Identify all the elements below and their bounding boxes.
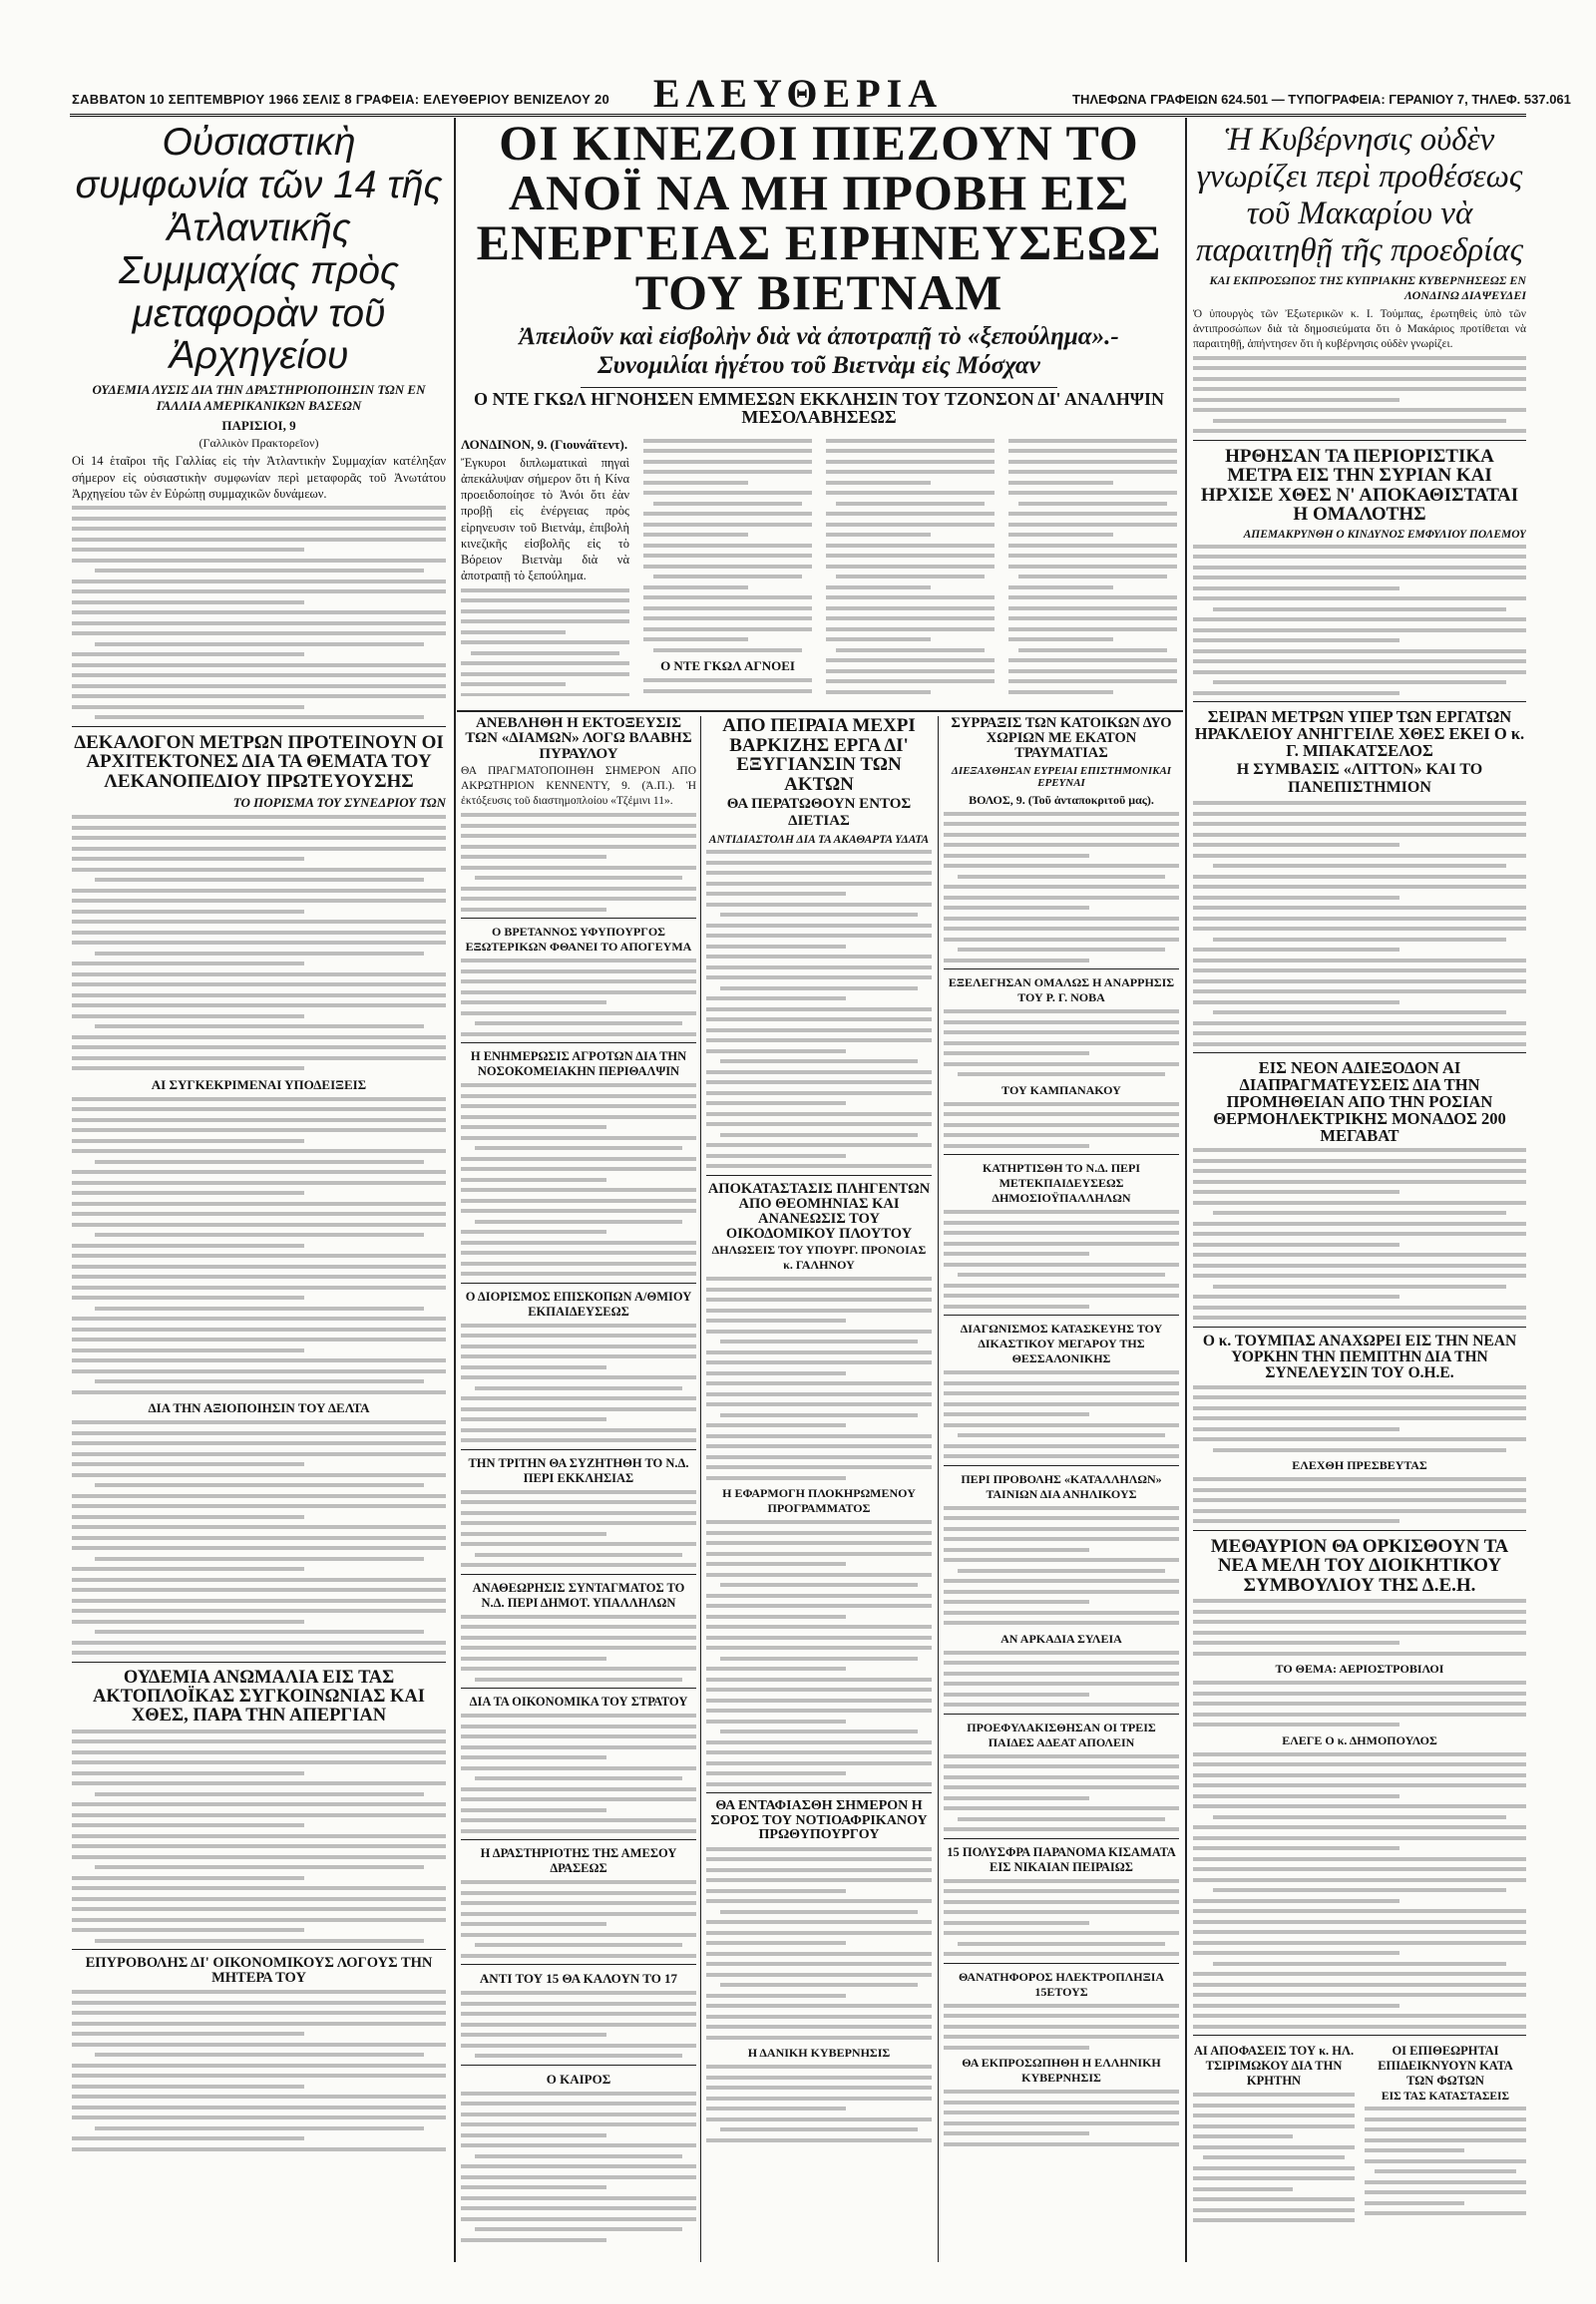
diamond-headline: ΑΝΕΒΛΗΘΗ Η ΕΚΤΟΞΕΥΣΙΣ ΤΩΝ «ΔΙΑΜΩΝ» ΛΟΓΩ ΒΛΑΒΗΣ ΠΥΡΑΥΛΟΥ — [465, 716, 692, 762]
programme-headline: Η ΕΦΑΡΜΟΓΗ ΠΛΟΚΗΡΩΜΕΝΟΥ ΠΡΟΓΡΑΜΜΑΤΟΣ — [722, 1486, 916, 1516]
dei-body-text — [1193, 1599, 1526, 1656]
syria-headline: ΗΡΘΗΣΑΝ ΤΑ ΠΕΡΙΟΡΙΣΤΙΚΑ ΜΕΤΡΑ ΕΙΣ ΤΗΝ ΣΥΡΙΑΝ ΚΑΙ ΗΡΧΙΣΕ ΧΘΕΣ Ν' ΑΠΟΚΑΘΙΣΤΑΤΑΙ Η ΟΜΑΛΟΤΗΣ — [1200, 445, 1519, 526]
dei-headline: ΜΕΘΑΥΡΙΟΝ ΘΑ ΟΡΚΙΣΘΟΥΝ ΤΑ ΝΕΑ ΜΕΛΗ ΤΟΥ ΔΙΟΙΚΗΤΙΚΟΥ ΣΥΜΒΟΥΛΙΟΥ ΤΗΣ Δ.Ε.Η. — [1210, 1535, 1509, 1596]
dei-box-1: ΤΟ ΘΕΜΑ: ΑΕΡΙΟΣΤΡΟΒΙΛΟΙ — [1275, 1662, 1444, 1677]
macarios-body-text — [1193, 356, 1526, 434]
architects-body-text — [72, 815, 446, 1070]
catering-headline: ΚΑΤΗΡΤΙΣΘΗ ΤΟ Ν.Δ. ΠΕΡΙ ΜΕΤΕΚΠΑΙΔΕΥΣΕΩΣ ΔΗΜΟΣΙΟΫΠΑΛΛΗΛΩΝ — [982, 1161, 1141, 1206]
elections-headline: ΕΞΕΛΕΓΗΣΑΝ ΟΜΑΛΩΣ Η ΑΝΑΡΡΗΣΙΣ ΤΟΥ Ρ. Γ. ΝΟΒΑ — [948, 975, 1175, 1005]
nato-source: (Γαλλικὸν Πρακτορεῖον) — [199, 436, 319, 451]
volos-dateline: ΒΟΛΟΣ, 9. (Τοῦ ἀνταποκριτοῦ μας). — [969, 792, 1154, 807]
volos-headline: ΣΥΡΡΑΞΙΣ ΤΩΝ ΚΑΤΟΙΚΩΝ ΔΥΟ ΧΩΡΙΩΝ ΜΕ ΕΚΑΤΟΝ ΤΡΑΥΜΑΤΙΑΣ — [951, 716, 1172, 761]
degaulle-box: Ο ΝΤΕ ΓΚΩΛ ΑΓΝΟΕΙ — [660, 658, 795, 674]
romania-headline: ΕΙΣ ΝΕΟΝ ΑΔΙΕΞΟΔΟΝ ΑΙ ΔΙΑΠΡΑΓΜΑΤΕΥΣΕΙΣ ΔΙΑ ΤΗΝ ΠΡΟΜΗΘΕΙΑΝ ΑΠΟ ΤΗΝ ΡΟΣΙΑΝ ΘΕΡΜΟΗΛΕΚΤΡΙΚΗΣ ΜΟΝΑΔΟΣ 200 ΜΕΓΑΒΑΤ — [1213, 1058, 1506, 1146]
center-rule — [457, 710, 1183, 712]
masthead-date-line: ΣΑΒΒΑΤΟΝ 10 ΣΕΠΤΕΜΒΡΙΟΥ 1966 ΣΕΛΙΣ 8 ΓΡΑΦΕΙΑ: ΕΛΕΥΘΕΡΙΟΥ ΒΕΝΙΖΕΛΟΥ 20 — [72, 92, 610, 107]
shipping-headline: ΟΥΔΕΜΙΑ ΑΝΩΜΑΛΙΑ ΕΙΣ ΤΑΣ ΑΚΤΟΠΛΟΪΚΑΣ ΣΥΓΚΟΙΝΩΝΙΑΣ ΚΑΙ ΧΘΕΣ, ΠΑΡΑ ΤΗΝ ΑΠΕΡΓΙΑΝ — [93, 1667, 425, 1726]
china-headline: ΟΙ ΚΙΝΕΖΟΙ ΠΙΕΖΟΥΝ ΤΟ ΑΝΟΪ ΝΑ ΜΗ ΠΡΟΒΗ ΕΙΣ ΕΝΕΡΓΕΙΑΣ ΕΙΡΗΝΕΥΣΕΩΣ ΤΟΥ ΒΙΕΤΝΑΜ — [476, 118, 1162, 320]
newspaper-title: ΕΛΕΥΘΕΡΙΑ — [652, 71, 944, 116]
municipal-body-text — [461, 1615, 696, 1682]
china-dateline: ΛΟΝΔΙΝΟΝ, 9. (Γιουνάϊτεντ). — [461, 436, 628, 452]
catering-body-text — [944, 1210, 1179, 1309]
volos-sub: ΔΙΕΞΑΧΘΗΣΑΝ ΕΥΡΕΙΑΙ ΕΠΙΣΤΗΜΟΝΙΚΑΙ ΕΡΕΥΝΑΙ — [951, 764, 1172, 789]
kyvernisis-body-text — [706, 2065, 932, 2142]
dei-body-text — [1193, 1681, 1526, 1727]
macarios-subhead: ΚΑΙ ΕΚΠΡΟΣΩΠΟΣ ΤΗΣ ΚΥΠΡΙΑΚΗΣ ΚΥΒΕΡΝΗΣΕΩΣ ΕΝ ΛΟΝΔΙΝΩ ΔΙΑΨΕΥΔΕΙ — [1209, 272, 1526, 302]
column-rule — [938, 716, 939, 2262]
center-lower-col-b — [706, 716, 932, 2262]
left-column — [72, 122, 446, 2266]
weather-body-text — [461, 2092, 696, 2242]
dei-body-text — [1193, 1752, 1526, 2029]
electrocution-body-text — [944, 2004, 1179, 2050]
films-headline: ΠΕΡΙ ΠΡΟΒΟΛΗΣ «ΚΑΤΑΛΛΗΛΩΝ» ΤΑΙΝΙΩΝ ΔΙΑ ΑΝΗΛΙΚΟΥΣ — [961, 1471, 1162, 1501]
degaulle-subhead: Ο ΝΤΕ ΓΚΩΛ ΗΓΝΟΗΣΕΝ ΕΜΜΕΣΩΝ ΕΚΚΛΗΣΙΝ ΤΟΥ ΤΖΟΝΣΟΝ ΔΙ' ΑΝΑΛΗΨΙΝ ΜΕΣΟΛΑΒΗΣΕΩΣ — [474, 388, 1164, 428]
masthead-contact-line: ΤΗΛΕΦΩΝΑ ΓΡΑΦΕΙΩΝ 624.501 — ΤΥΠΟΓΡΑΦΕΙΑ: ΓΕΡΑΝΙΟΥ 7, ΤΗΛΕΦ. 537.061 — [1072, 92, 1571, 107]
volos-body-text — [944, 812, 1179, 962]
farmers-headline: Η ΕΝΗΜΕΡΩΣΙΣ ΑΓΡΟΤΩΝ ΔΙΑ ΤΗΝ ΝΟΣΟΚΟΜΕΙΑΚΗΝ ΠΕΡΙΘΑΛΨΙΝ — [470, 1049, 687, 1079]
varkiza-sub: ΑΝΤΙΔΙΑΣΤΟΛΗ ΔΙΑ ΤΑ ΑΚΑΘΑΡΤΑ ΥΔΑΤΑ — [708, 834, 930, 847]
inspectors-sub: ΕΙΣ ΤΑΣ ΚΑΤΑΣΤΑΣΕΙΣ — [1381, 2091, 1510, 2104]
action-headline: Η ΔΡΑΣΤΗΡΙΟΤΗΣ ΤΗΣ ΑΜΕΣΟΥ ΔΡΑΣΕΩΣ — [480, 1846, 677, 1876]
flood-body-text — [706, 1277, 932, 1480]
architects-headline: ΔΕΚΑΛΟΓΟΝ ΜΕΤΡΩΝ ΠΡΟΤΕΙΝΟΥΝ ΟΙ ΑΡΧΙΤΕΚΤΟΝΕΣ ΔΙΑ ΤΑ ΘΕΜΑΤΑ ΤΟΥ ΛΕΚΑΝΟΠΕΔΙΟΥ ΠΡΩΤΕΥΟΥΣΗΣ — [74, 731, 444, 792]
romania-body-text — [1193, 1148, 1526, 1320]
column-rule — [454, 118, 456, 2262]
toumpas-body-text — [1193, 1477, 1526, 1523]
flood-deck: ΔΗΛΩΣΕΙΣ ΤΟΥ ΥΠΟΥΡΓ. ΠΡΟΝΟΙΑΣ κ. ΓΑΛΗΝΟΥ — [711, 1243, 927, 1273]
toumpas-box: ΕΛΕΧΘΗ ΠΡΕΣΒΕΥΤΑΣ — [1292, 1458, 1427, 1473]
contests-body-text — [944, 1370, 1179, 1458]
contests-headline: ΔΙΑΓΩΝΙΣΜΟΣ ΚΑΤΑΣΚΕΥΗΣ ΤΟΥ ΔΙΚΑΣΤΙΚΟΥ ΜΕΓΑΡΟΥ ΤΗΣ ΘΕΣΣΑΛΟΝΙΚΗΣ — [960, 1322, 1163, 1366]
right-column — [1193, 122, 1526, 2266]
kampanakis-body-text — [944, 1102, 1179, 1148]
china-body-text — [1008, 439, 1177, 696]
architects-section-1: ΑΙ ΣΥΓΚΕΚΡΙΜΕΝΑΙ ΥΠΟΔΕΙΞΕΙΣ — [151, 1076, 367, 1092]
funeral-body-text — [706, 1847, 932, 2040]
heraklion-headline: ΣΕΙΡΑΝ ΜΕΤΡΩΝ ΥΠΕΡ ΤΩΝ ΕΡΓΑΤΩΝ ΗΡΑΚΛΕΙΟΥ ΑΝΗΓΓΕΙΛΕ ΧΘΕΣ ΕΚΕΙ Ο κ. Γ. ΜΠΑΚΑΤΣΕΛΟΣ — [1194, 707, 1525, 761]
nato-dateline: ΠΑΡΙΣΙΟΙ, 9 — [221, 418, 296, 434]
china-body-text — [643, 439, 812, 652]
shipping-body-text — [72, 1729, 446, 1943]
center-lower-col-c — [944, 716, 1179, 2262]
inspectors-headline: ΟΙ ΕΠΙΘΕΩΡΗΤΑΙ ΕΠΙΔΕΙΚΝΥΟΥΝ ΚΑΤΑ ΤΩΝ ΦΩΤΩΝ — [1378, 2044, 1513, 2089]
military-body-text — [461, 1714, 696, 1833]
toumpas-body-text — [1193, 1385, 1526, 1452]
action-body-text — [461, 1880, 696, 1958]
varkiza-headline: ΑΠΟ ΠΕΙΡΑΙΑ ΜΕΧΡΙ ΒΑΡΚΙΖΗΣ ΕΡΓΑ ΔΙ' ΕΞΥΓΙΑΝΣΙΝ ΤΩΝ ΑΚΤΩΝ — [722, 716, 916, 795]
china-body-text — [643, 678, 812, 696]
animal-body-text — [944, 1651, 1179, 1708]
flood-headline: ΑΠΟΚΑΤΑΣΤΑΣΙΣ ΠΛΗΓΕΝΤΩΝ ΑΠΟ ΘΕΟΜΗΝΙΑΣ ΚΑΙ ΑΝΑΝΕΩΣΙΣ ΤΟΥ ΟΙΚΟΔΟΜΙΚΟΥ ΠΛΟΥΤΟΥ — [707, 1180, 931, 1242]
architects-subhead: ΤΟ ΠΟΡΙΣΜΑ ΤΟΥ ΣΥΝΕΔΡΙΟΥ ΤΩΝ — [232, 795, 446, 811]
decisions-headline: ΑΙ ΑΠΟΦΑΣΕΙΣ ΤΟΥ κ. ΗΛ. ΤΣΙΡΙΜΩΚΟΥ ΔΙΑ ΤΗΝ ΚΡΗΤΗΝ — [1193, 2044, 1355, 2089]
inspectors-body-text — [1365, 2107, 1526, 2215]
ambassadors-headline: Ο ΒΡΕΤΑΝΝΟΣ ΥΦΥΠΟΥΡΓΟΣ ΕΞΩΤΕΡΙΚΩΝ ΦΘΑΝΕΙ ΤΟ ΑΠΟΓΕΥΜΑ — [465, 925, 692, 955]
heraklion-subhead: Η ΣΥΜΒΑΣΙΣ «ΛΙΤΤΟΝ» ΚΑΙ ΤΟ ΠΑΝΕΠΙΣΤΗΜΙΟΝ — [1236, 761, 1483, 797]
electrocution-headline: ΘΑΝΑΤΗΦΟΡΟΣ ΗΛΕΚΤΡΟΠΛΗΞΙΑ 15ΕΤΟΥΣ — [958, 1969, 1165, 1999]
column-rule — [700, 716, 701, 2262]
fire-headline: ΠΡΟΕΦΥΛΑΚΙΣΘΗΣΑΝ ΟΙ ΤΡΕΙΣ ΠΑΙΔΕΣ ΑΔΕΑΤ ΑΠΟΛΕΙΝ — [967, 1720, 1156, 1749]
nato-body-text — [72, 506, 446, 719]
china-deck: Ἀπειλοῦν καὶ εἰσβολὴν διὰ νὰ ἀποτραπῇ τὸ «ξεπούλημα».- Συνομιλίαι ἡγέτου τοῦ Βιετνὰμ εἰς Μόσχαν — [519, 323, 1119, 379]
syria-body-text — [1193, 545, 1526, 695]
varkiza-deck: ΘΑ ΠΕΡΑΤΩΘΟΥΝ ΕΝΤΟΣ ΔΙΕΤΙΑΣ — [726, 796, 912, 830]
poly-headline: 15 ΠΟΛΥΣΦΡΑ ΠΑΡΑΝΟΜΑ ΚΙΣΑΜΑΤΑ ΕΙΣ ΝΙΚΑΙΑΝ ΠΕΙΡΑΙΩΣ — [947, 1844, 1176, 1874]
weather-headline: Ο ΚΑΙΡΟΣ — [546, 2071, 611, 2087]
films-body-text — [944, 1506, 1179, 1626]
column-rule — [1185, 118, 1187, 2262]
military-headline: ΔΙΑ ΤΑ ΟΙΚΟΝΟΜΙΚΑ ΤΟΥ ΣΤΡΑΤΟΥ — [469, 1695, 688, 1710]
antitoto-body-text — [461, 1991, 696, 2058]
antitoto-headline: ΑΝΤΙ ΤΟΥ 15 ΘΑ ΚΑΛΟΥΝ ΤΟ 17 — [479, 1971, 678, 1987]
municipal-headline: ΑΝΑΘΕΩΡΗΣΙΣ ΣΥΝΤΑΓΜΑΤΟΣ ΤΟ Ν.Δ. ΠΕΡΙ ΔΗΜΟΤ. ΥΠΑΛΛΗΛΩΝ — [472, 1580, 685, 1610]
nato-lead: Οἱ 14 ἑταῖροι τῆς Γαλλίας εἰς τὴν Ἀτλαντικὴν Συμμαχίαν κατέληξαν σήμερον εἰς οὐσιαστικὴν συμφωνίαν περὶ μεταφορᾶς τοῦ Ἀνωτάτου Ἀρχηγείου τῶν ἐν Εὐρώπῃ συμμαχικῶν δυνάμεων. — [72, 454, 446, 501]
representation-headline: ΘΑ ΕΚΠΡΟΣΩΠΗΘΗ Η ΕΛΛΗΝΙΚΗ ΚΥΒΕΡΝΗΣΙΣ — [962, 2056, 1161, 2086]
heraklion-body-text — [1193, 801, 1526, 1046]
loan-body-text — [72, 1990, 446, 2151]
macarios-lead: Ὁ ὑπουργὸς τῶν Ἐξωτερικῶν κ. Ι. Τούμπας, ἐρωτηθεὶς ὑπὸ τῶν ἀντιπροσώπων διὰ τὰ δημοσιεύματα ὅτι ὁ Μακάριος προτίθεται νὰ παραιτηθῇ, ἀπήντησεν ὅτι ἡ κυβέρνησις οὐδὲν γνωρίζει. — [1193, 307, 1526, 350]
loan-headline: ΕΠΥΡΟΒΟΛΗΣ ΔΙ' ΟΙΚΟΝΟΜΙΚΟΥΣ ΛΟΓΟΥΣ ΤΗΝ ΜΗΤΕΡΑ ΤΟΥ — [85, 1955, 433, 1987]
china-body-text — [461, 588, 629, 696]
appointment-headline: Ο ΔΙΟΡΙΣΜΟΣ ΕΠΙΣΚΟΠΩΝ Α/ΘΜΙΟΥ ΕΚΠΑΙΔΕΥΣΕΩΣ — [465, 1289, 692, 1319]
kyvernisis-headline: Η ΔΑΝΙΚΗ ΚΥΒΕΡΝΗΣΙΣ — [747, 2046, 891, 2061]
elections-body-text — [944, 1009, 1179, 1076]
tuesday-headline: ΤΗΝ ΤΡΙΤΗΝ ΘΑ ΣΥΖΗΤΗΘΗ ΤΟ Ν.Δ. ΠΕΡΙ ΕΚΚΛΗΣΙΑΣ — [468, 1455, 689, 1485]
farmers-body-text — [461, 1083, 696, 1276]
architects-body-text — [72, 1420, 446, 1655]
nato-subhead: ΟΥΔΕΜΙΑ ΛΥΣΙΣ ΔΙΑ ΤΗΝ ΔΡΑΣΤΗΡΙΟΠΟΙΗΣΙΝ ΤΩΝ ΕΝ ΓΑΛΛΙΑ ΑΜΕΡΙΚΑΝΙΚΩΝ ΒΑΣΕΩΝ — [92, 382, 426, 414]
center-top-story — [461, 118, 1177, 696]
architects-section-2: ΔΙΑ ΤΗΝ ΑΞΙΟΠΟΙΗΣΙΝ ΤΟΥ ΔΕΛΤΑ — [148, 1400, 370, 1416]
ambassadors-body-text — [461, 959, 696, 1036]
macarios-headline: Ἡ Κυβέρνησις οὐδὲν γνωρίζει περὶ προθέσεως τοῦ Μακαρίου νὰ παραιτηθῇ τῆς προεδρίας — [1196, 122, 1523, 268]
tuesday-body-text — [461, 1490, 696, 1568]
china-body-text — [826, 439, 995, 696]
representation-body-text — [944, 2090, 1179, 2146]
poly-body-text — [944, 1879, 1179, 1957]
nato-headline: Οὐσιαστικὴ συμφωνία τῶν 14 τῆς Ἀτλαντικῆς Συμμαχίας πρὸς μεταφορὰν τοῦ Ἀρχηγείου — [75, 122, 443, 378]
fire-body-text — [944, 1754, 1179, 1832]
decisions-body-text — [1193, 2093, 1355, 2222]
diamond-body-text — [461, 813, 696, 912]
funeral-headline: ΘΑ ΕΝΤΑΦΙΑΣΘΗ ΣΗΜΕΡΟΝ Η ΣΟΡΟΣ ΤΟΥ ΝΟΤΙΟΑΦΡΙΚΑΝΟΥ ΠΡΩΘΥΠΟΥΡΓΟΥ — [710, 1798, 928, 1843]
appointment-body-text — [461, 1324, 696, 1443]
diamond-lead: ΘΑ ΠΡΑΓΜΑΤΟΠΟΙΗΘΗ ΣΗΜΕΡΟΝ ΑΠΟ ΑΚΡΩΤΗΡΙΟΝ ΚΕΝΝΕΝΤΥ, 9. (Ἀ.Π.). Ἡ ἐκτόξευσις τοῦ διαστημοπλοίου «Τζέμινι 11». — [461, 765, 696, 808]
dei-box-2: ΕΛΕΓΕ Ο κ. ΔΗΜΟΠΟΥΛΟΣ — [1282, 1732, 1437, 1747]
china-lead: Ἔγκυροι διπλωματικαὶ πηγαὶ ἀπεκάλυψαν σήμερον ὅτι ἡ Κίνα προειδοποίησε τὸ Ἀνόι ὅτι ἐὰν προβῇ εἰς ἐνέργειας πρὸς εἰρηνευσιν τοῦ Βιετνάμ, ἐπιβολὴ κινεζικῆς εἰσβολῆς εἰς τὸ Βόρειον Βιετνὰμ διὰ νὰ ἀποτραπῇ τὸ ξεπούλημα. — [461, 455, 629, 583]
center-lower-col-a — [461, 716, 696, 2262]
syria-subhead: ΑΠΕΜΑΚΡΥΝΘΗ Ο ΚΙΝΔΥΝΟΣ ΕΜΦΥΛΙΟΥ ΠΟΛΕΜΟΥ — [1243, 528, 1526, 541]
animal-headline: ΑΝ ΑΡΚΑΔΙΑ ΣΥΛΕΙΑ — [1000, 1631, 1122, 1646]
toumpas-headline: Ο κ. ΤΟΥΜΠΑΣ ΑΝΑΧΩΡΕΙ ΕΙΣ ΤΗΝ ΝΕΑΝ ΥΟΡΚΗΝ ΤΗΝ ΠΕΜΠΤΗΝ ΔΙΑ ΤΗΝ ΣΥΝΕΛΕΥΣΙΝ ΤΟΥ Ο.Η.Ε. — [1202, 1332, 1517, 1381]
varkiza-body-text — [706, 850, 932, 1168]
architects-body-text — [72, 1097, 446, 1394]
programme-body-text — [706, 1520, 932, 1786]
masthead-rule — [70, 114, 1526, 117]
kampanakis-headline: ΤΟΥ ΚΑΜΠΑΝΑΚΟΥ — [1001, 1082, 1121, 1097]
